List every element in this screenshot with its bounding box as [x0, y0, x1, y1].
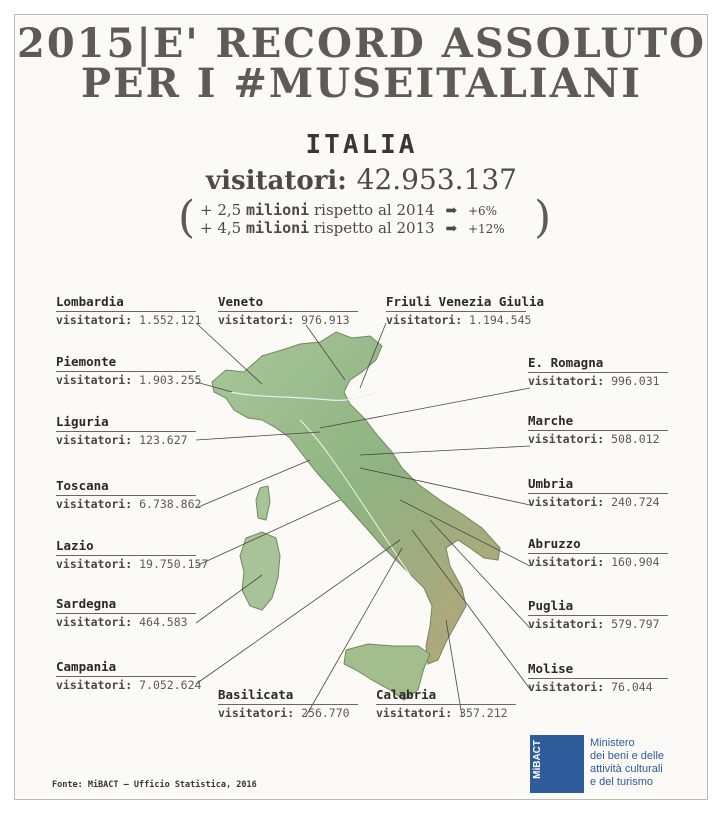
region-sardegna	[56, 596, 196, 631]
region-umbria	[528, 476, 668, 511]
region-toscana	[56, 478, 202, 513]
region-piemonte	[56, 354, 202, 389]
region-name: Molise	[528, 661, 574, 676]
region-visitors: visitatori: 6.738.862	[56, 497, 202, 511]
region-visitors: visitatori: 357.212	[376, 706, 508, 720]
comparison-unit: milioni	[245, 201, 310, 219]
region-visitors: visitatori: 996.031	[528, 374, 660, 388]
region-visitors: visitatori: 464.583	[56, 615, 188, 629]
region-name: Calabria	[376, 687, 437, 702]
region-visitors: visitatori: 1.552.121	[56, 313, 202, 327]
mibact-logo-text: MiBACT	[532, 740, 543, 779]
region-name: Lombardia	[56, 294, 124, 309]
source-note: Fonte: MiBACT – Ufficio Statistica, 2016	[52, 780, 257, 790]
title-line-1: 2015|E' RECORD ASSOLUTO	[16, 20, 706, 67]
region-marche	[528, 413, 668, 448]
region-emilia-romagna	[528, 355, 668, 390]
region-name: Veneto	[218, 294, 264, 309]
region-puglia	[528, 598, 668, 633]
region-abruzzo	[528, 536, 668, 571]
comparison-unit: milioni	[245, 219, 310, 237]
title-line-2: PER I #MUSEITALIANI	[81, 60, 642, 107]
region-name: Campania	[56, 659, 117, 674]
ministry-name: Ministero dei beni e delle attività culturali e del turismo	[590, 737, 665, 788]
region-name: E. Romagna	[528, 355, 604, 370]
region-lombardia	[56, 294, 202, 329]
region-name: Sardegna	[56, 596, 117, 611]
italia-visitors-label: visitatori:	[206, 166, 347, 196]
italia-heading: ITALIA	[305, 130, 418, 160]
region-visitors: visitatori: 160.904	[528, 555, 660, 569]
region-visitors: visitatori: 1.194.545	[386, 313, 532, 327]
region-name: Basilicata	[218, 687, 294, 702]
comparison-text: rispetto al 2013	[313, 219, 435, 237]
region-visitors: visitatori: 7.052.624	[56, 678, 202, 692]
arrow-right-icon: ➡	[445, 203, 458, 219]
region-visitors: visitatori: 240.724	[528, 495, 660, 509]
region-visitors: visitatori: 508.012	[528, 432, 660, 446]
region-lazio	[56, 538, 209, 573]
region-visitors: visitatori: 976.913	[218, 313, 350, 327]
region-basilicata	[218, 687, 358, 722]
region-visitors: visitatori: 19.750.157	[56, 557, 209, 571]
comparison-percent: +6%	[467, 204, 498, 218]
region-veneto	[218, 294, 358, 329]
region-visitors: visitatori: 1.903.255	[56, 373, 202, 387]
region-name: Marche	[528, 413, 574, 428]
comparison-text: rispetto al 2014	[313, 201, 435, 219]
region-name: Piemonte	[56, 354, 117, 369]
sardinia-shape	[240, 532, 280, 610]
arrow-right-icon: ➡	[445, 221, 458, 237]
region-visitors: visitatori: 76.044	[528, 680, 653, 694]
region-name: Abruzzo	[528, 536, 581, 551]
comparison-prefix: + 2,5	[200, 201, 242, 219]
region-visitors: visitatori: 123.627	[56, 433, 188, 447]
region-visitors: visitatori: 579.797	[528, 617, 660, 631]
region-molise	[528, 661, 668, 696]
bracket-left: (	[178, 192, 196, 243]
region-name: Umbria	[528, 476, 574, 491]
region-campania	[56, 659, 202, 694]
region-name: Lazio	[56, 538, 94, 553]
corsica-shape	[256, 486, 270, 520]
region-calabria	[376, 687, 516, 722]
region-liguria	[56, 414, 196, 449]
region-name: Toscana	[56, 478, 109, 493]
region-friuli	[386, 294, 545, 329]
region-name: Puglia	[528, 598, 574, 613]
region-name: Liguria	[56, 414, 109, 429]
region-name: Friuli Venezia Giulia	[386, 294, 545, 309]
comparison-prefix: + 4,5	[200, 219, 242, 237]
italia-visitors-value: 42.953.137	[356, 163, 517, 196]
comparison-percent: +12%	[467, 222, 505, 236]
italy-mainland-shape	[212, 332, 500, 664]
region-visitors: visitatori: 256.770	[218, 706, 350, 720]
bracket-right: )	[534, 192, 552, 243]
